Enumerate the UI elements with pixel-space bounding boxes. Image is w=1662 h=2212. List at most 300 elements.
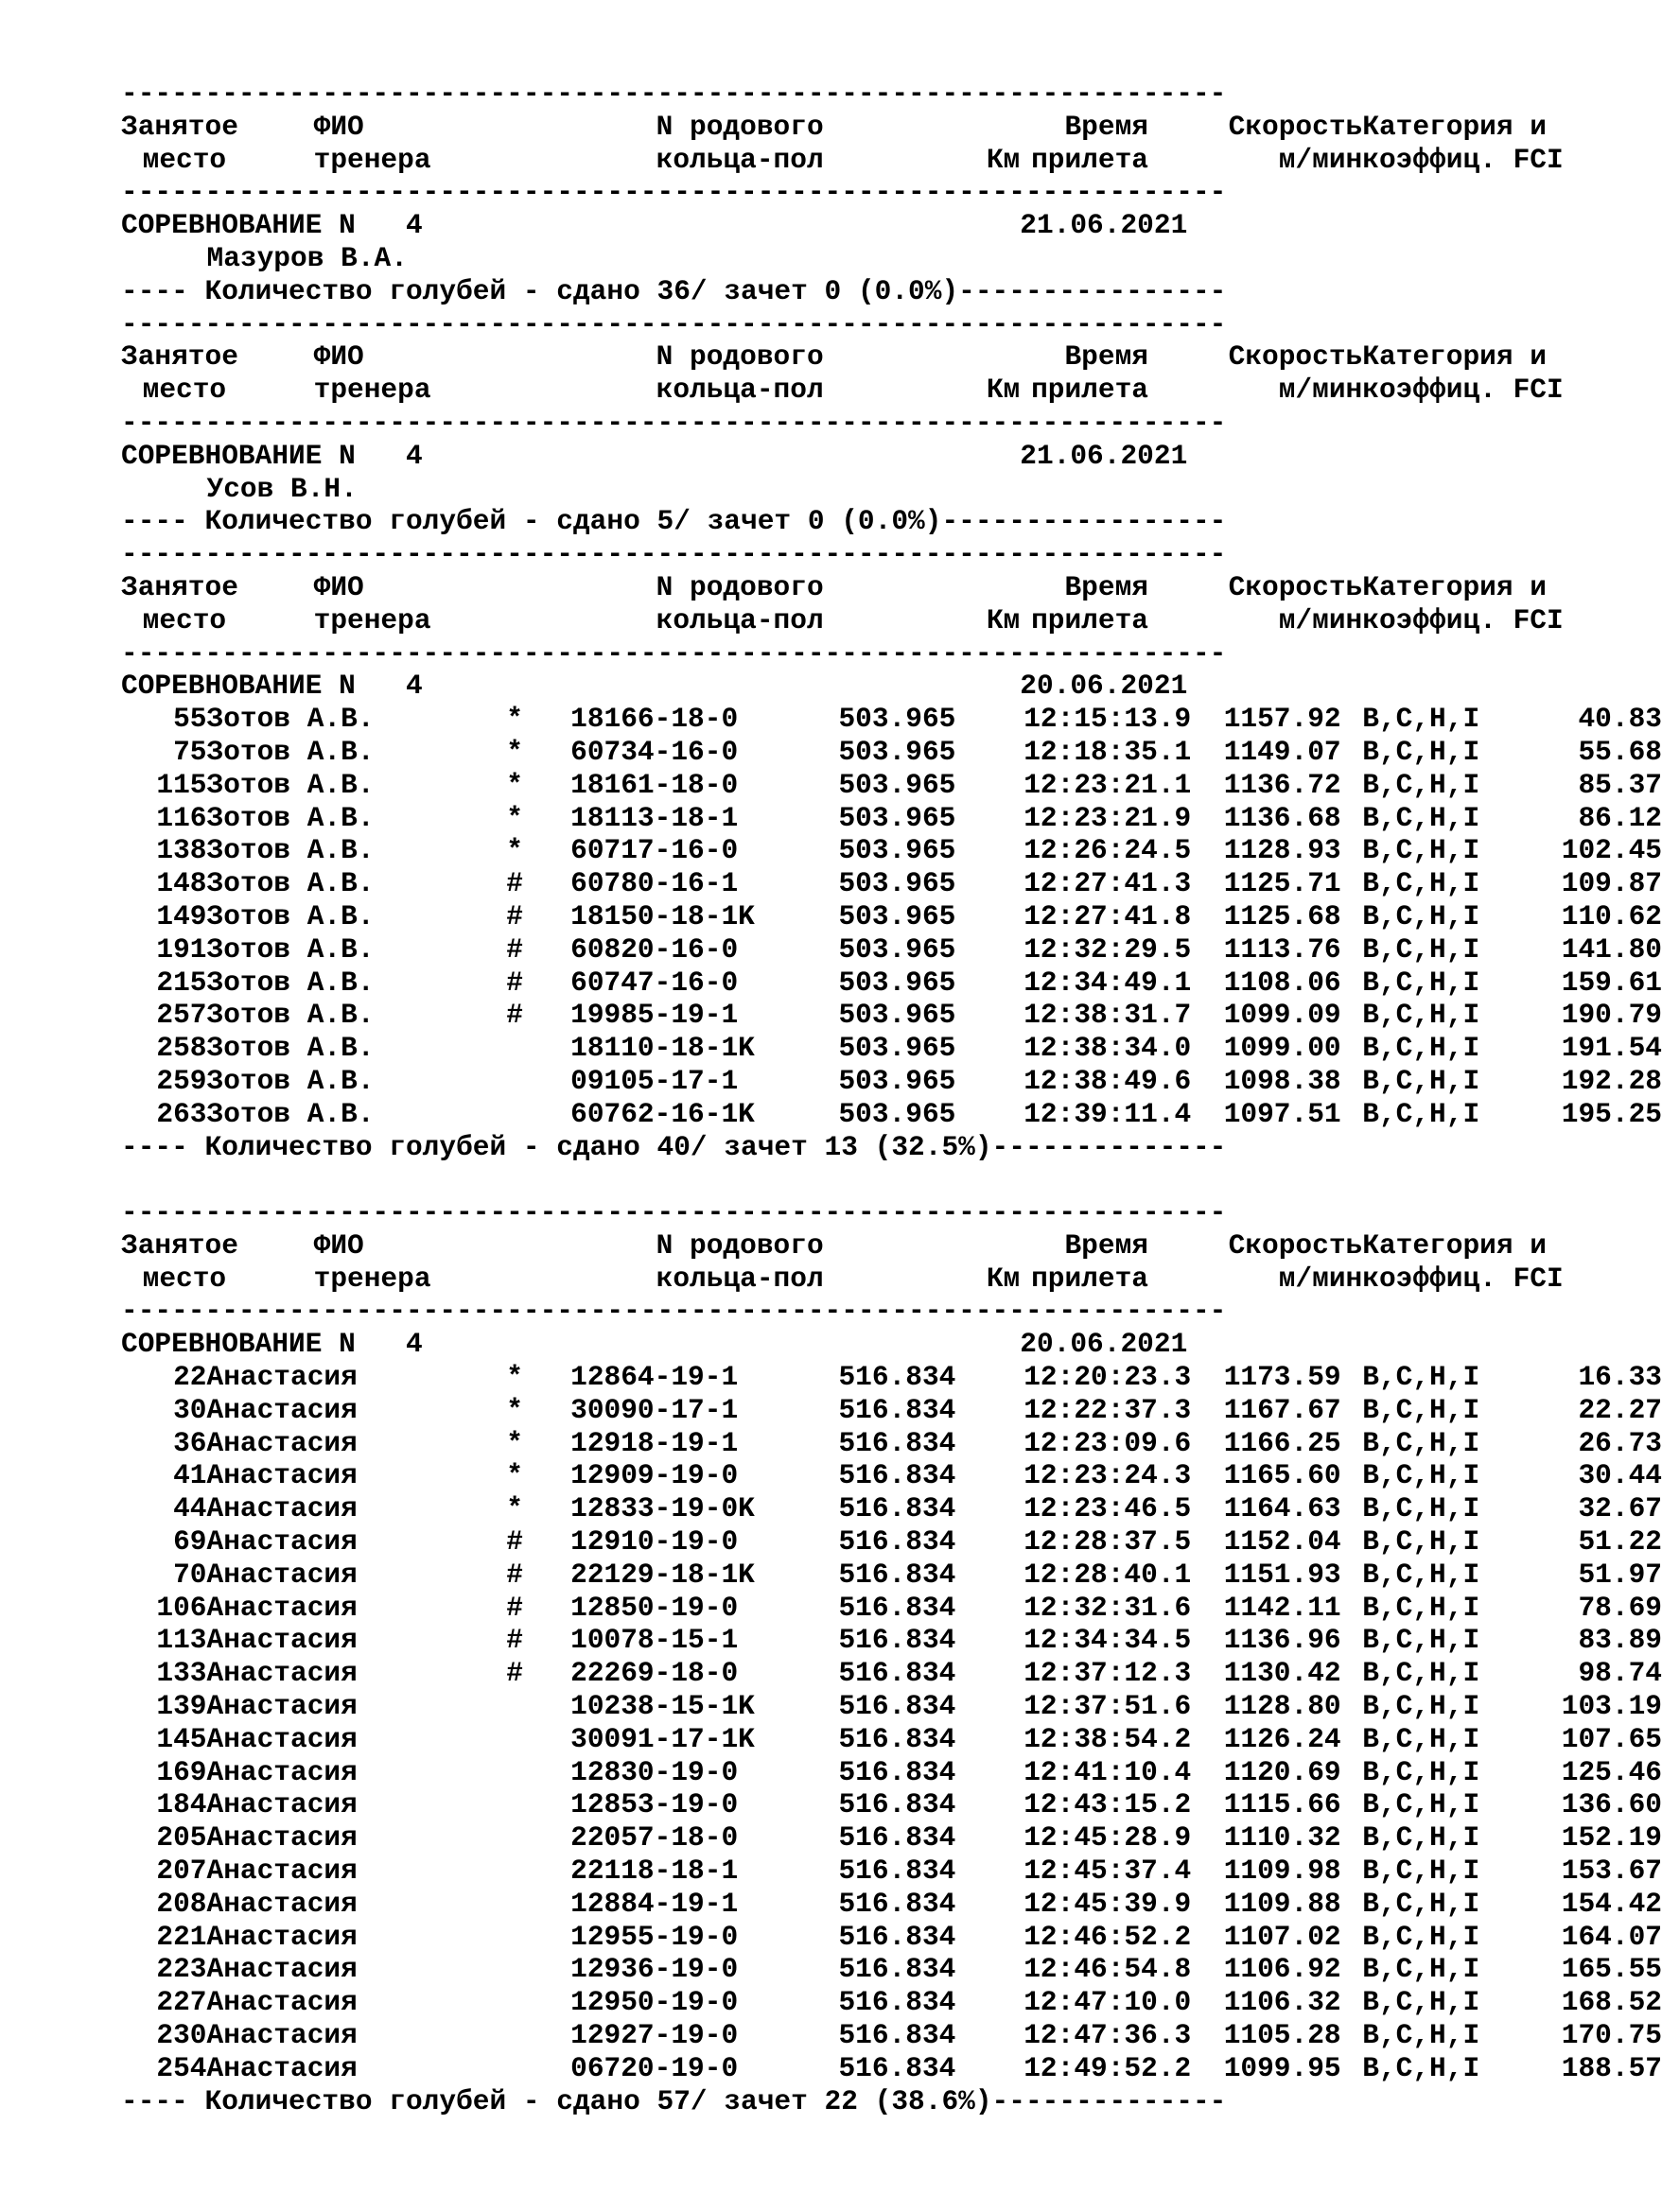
trainer: Зотов А.В. (206, 1032, 375, 1065)
category: B,C,H,I (1362, 1986, 1480, 2019)
km: 503.965 (838, 834, 956, 867)
header-category: коэффиц. FCI (1362, 143, 1564, 176)
km: 503.965 (838, 1032, 956, 1065)
header-km: Км (986, 1262, 1021, 1295)
fci-coefficient: 170.75 (1561, 2019, 1662, 2052)
summary-line: ---- Количество голубей - сдано 36/ зачет 0 (0.0%)---------------- (121, 274, 1227, 307)
place: 205 (156, 1821, 207, 1855)
trainer: Анастасия (206, 1361, 358, 1394)
mark: # (506, 867, 523, 900)
km: 503.965 (838, 768, 956, 801)
arrival-time: 12:27:41.3 (1023, 867, 1192, 900)
place: 208 (156, 1887, 207, 1920)
ring-number: 12910-19-0 (570, 1525, 739, 1559)
place: 191 (156, 932, 207, 966)
km: 503.965 (838, 867, 956, 900)
header-ring: кольца-пол (656, 143, 824, 176)
km: 516.834 (838, 1657, 956, 1690)
result-row (121, 966, 1662, 1000)
km: 503.965 (838, 801, 956, 834)
fci-coefficient: 30.44 (1578, 1459, 1662, 1492)
trainer: Анастасия (206, 1953, 358, 1986)
fci-coefficient: 22.27 (1578, 1393, 1662, 1426)
speed: 1108.06 (1223, 966, 1341, 999)
header-ring: N родового (656, 570, 824, 603)
result-row (121, 768, 1662, 802)
arrival-time: 12:46:54.8 (1023, 1953, 1192, 1986)
category: B,C,H,I (1362, 735, 1480, 768)
category: B,C,H,I (1362, 1393, 1480, 1426)
arrival-time: 12:34:49.1 (1023, 966, 1192, 999)
mark: # (506, 1591, 523, 1624)
fci-coefficient: 83.89 (1578, 1624, 1662, 1657)
result-row (121, 1492, 1662, 1525)
mark: * (506, 1492, 523, 1525)
fci-coefficient: 16.33 (1578, 1361, 1662, 1394)
speed: 1142.11 (1223, 1591, 1341, 1624)
ring-number: 22057-18-0 (570, 1821, 739, 1855)
mark: * (506, 1459, 523, 1492)
speed: 1106.32 (1223, 1986, 1341, 2019)
ring-number: 60734-16-0 (570, 735, 739, 768)
header-time: Время (1064, 570, 1148, 603)
km: 516.834 (838, 1986, 956, 2019)
category: B,C,H,I (1362, 1855, 1480, 1888)
arrival-time: 12:47:36.3 (1023, 2019, 1192, 2052)
place: 139 (156, 1690, 207, 1723)
divider-line: ------------------------------------------------------------------ (121, 406, 1227, 439)
trainer: Анастасия (206, 1821, 358, 1855)
ring-number: 09105-17-1 (570, 1064, 739, 1097)
place: 263 (156, 1097, 207, 1130)
speed: 1152.04 (1223, 1525, 1341, 1559)
result-row (121, 1722, 1662, 1756)
arrival-time: 12:47:10.0 (1023, 1986, 1192, 2019)
result-row (121, 1361, 1662, 1394)
header-ring: N родового (656, 110, 824, 143)
mark: * (506, 801, 523, 834)
header-category: Категория и (1362, 570, 1547, 603)
arrival-time: 12:27:41.8 (1023, 899, 1192, 932)
table-header-row (121, 374, 1564, 407)
ring-number: 19985-19-1 (570, 999, 739, 1032)
result-row (121, 1393, 1662, 1427)
place: 227 (156, 1986, 207, 2019)
speed: 1125.71 (1223, 867, 1341, 900)
competition-title: СОРЕВНОВАНИЕ N 4 (121, 209, 423, 242)
place: 55 (173, 703, 207, 736)
place: 75 (173, 735, 207, 768)
table-header-row (121, 1262, 1564, 1296)
trainer: Анастасия (206, 1788, 358, 1821)
arrival-time: 12:38:31.7 (1023, 999, 1192, 1032)
result-row (121, 899, 1662, 933)
speed: 1113.76 (1223, 932, 1341, 966)
fci-coefficient: 191.54 (1561, 1032, 1662, 1065)
speed: 1098.38 (1223, 1064, 1341, 1097)
km: 516.834 (838, 1558, 956, 1591)
km: 516.834 (838, 1525, 956, 1559)
arrival-time: 12:43:15.2 (1023, 1788, 1192, 1821)
place: 223 (156, 1953, 207, 1986)
fci-coefficient: 51.97 (1578, 1558, 1662, 1591)
arrival-time: 12:38:54.2 (1023, 1722, 1192, 1755)
result-row (121, 1788, 1662, 1821)
trainer: Анастасия (206, 1855, 358, 1888)
speed: 1105.28 (1223, 2019, 1341, 2052)
fci-coefficient: 190.79 (1561, 999, 1662, 1032)
header-speed: Скорость (1228, 110, 1363, 143)
mark: * (506, 768, 523, 801)
result-row (121, 1821, 1662, 1855)
km: 516.834 (838, 1755, 956, 1788)
trainer: Анастасия (206, 2051, 358, 2084)
category: B,C,H,I (1362, 1558, 1480, 1591)
arrival-time: 12:34:34.5 (1023, 1624, 1192, 1657)
trainer: Анастасия (206, 1920, 358, 1953)
competition-title-row (121, 670, 1540, 703)
competition-title-row (121, 440, 1540, 473)
ring-number: 18166-18-0 (570, 703, 739, 736)
result-row (121, 1657, 1662, 1690)
km: 503.965 (838, 1097, 956, 1130)
arrival-time: 12:45:37.4 (1023, 1855, 1192, 1888)
header-speed: Скорость (1228, 570, 1363, 603)
category: B,C,H,I (1362, 834, 1480, 867)
fci-coefficient: 86.12 (1578, 801, 1662, 834)
competition-title-row (121, 1328, 1540, 1361)
speed: 1151.93 (1223, 1558, 1341, 1591)
place: 69 (173, 1525, 207, 1559)
km: 516.834 (838, 1624, 956, 1657)
fci-coefficient: 164.07 (1561, 1920, 1662, 1953)
divider-line: ------------------------------------------------------------------ (121, 1295, 1227, 1328)
trainer: Анастасия (206, 1722, 358, 1755)
result-row (121, 1887, 1662, 1921)
place: 113 (156, 1624, 207, 1657)
result-row (121, 1426, 1662, 1460)
trainer: Зотов А.В. (206, 932, 375, 966)
competition-date: 20.06.2021 (1020, 670, 1188, 703)
result-row (121, 1064, 1662, 1098)
category: B,C,H,I (1362, 1064, 1480, 1097)
fci-coefficient: 141.80 (1561, 932, 1662, 966)
competition-date: 20.06.2021 (1020, 1328, 1188, 1361)
speed: 1165.60 (1223, 1459, 1341, 1492)
mark: # (506, 999, 523, 1032)
speed: 1166.25 (1223, 1426, 1341, 1459)
blank-line (121, 1163, 1540, 1196)
place: 44 (173, 1492, 207, 1525)
table-header-row (121, 143, 1564, 177)
table-header-row (121, 570, 1547, 604)
place: 133 (156, 1657, 207, 1690)
trainer: Анастасия (206, 1393, 358, 1426)
fci-coefficient: 192.28 (1561, 1064, 1662, 1097)
header-trainer: тренера (313, 143, 431, 176)
arrival-time: 12:41:10.4 (1023, 1755, 1192, 1788)
km: 516.834 (838, 1492, 956, 1525)
result-row (121, 2051, 1662, 2085)
ring-number: 12936-19-0 (570, 1953, 739, 1986)
place: 145 (156, 1722, 207, 1755)
trainer: Анастасия (206, 1755, 358, 1788)
category: B,C,H,I (1362, 1525, 1480, 1559)
place: 169 (156, 1755, 207, 1788)
km: 516.834 (838, 2019, 956, 2052)
table-header-row (121, 340, 1547, 374)
category: B,C,H,I (1362, 1492, 1480, 1525)
fci-coefficient: 103.19 (1561, 1690, 1662, 1723)
fci-coefficient: 153.67 (1561, 1855, 1662, 1888)
km: 503.965 (838, 1064, 956, 1097)
header-time: прилета (1031, 603, 1148, 636)
km: 516.834 (838, 1426, 956, 1459)
arrival-time: 12:28:40.1 (1023, 1558, 1192, 1591)
ring-number: 30090-17-1 (570, 1393, 739, 1426)
category: B,C,H,I (1362, 1097, 1480, 1130)
result-row (121, 1459, 1662, 1492)
km: 503.965 (838, 735, 956, 768)
km: 516.834 (838, 1722, 956, 1755)
arrival-time: 12:49:52.2 (1023, 2051, 1192, 2084)
fci-coefficient: 110.62 (1561, 899, 1662, 932)
header-place: Занятое (121, 1228, 238, 1262)
trainer: Анастасия (206, 1690, 358, 1723)
mark: # (506, 899, 523, 932)
mark: # (506, 966, 523, 999)
result-row (121, 1953, 1662, 1986)
ring-number: 60820-16-0 (570, 932, 739, 966)
trainer: Зотов А.В. (206, 703, 375, 736)
fci-coefficient: 109.87 (1561, 867, 1662, 900)
result-row (121, 735, 1662, 769)
arrival-time: 12:37:51.6 (1023, 1690, 1192, 1723)
result-row (121, 2019, 1662, 2052)
place: 115 (156, 768, 207, 801)
result-row (121, 1755, 1662, 1789)
result-row (121, 834, 1662, 867)
km: 503.965 (838, 999, 956, 1032)
mark: # (506, 1624, 523, 1657)
fci-coefficient: 152.19 (1561, 1821, 1662, 1855)
speed: 1107.02 (1223, 1920, 1341, 1953)
speed: 1164.63 (1223, 1492, 1341, 1525)
category: B,C,H,I (1362, 768, 1480, 801)
header-category: Категория и (1362, 1228, 1547, 1262)
result-row (121, 1525, 1662, 1559)
arrival-time: 12:32:29.5 (1023, 932, 1192, 966)
place: 148 (156, 867, 207, 900)
result-row (121, 1920, 1662, 1954)
speed: 1109.88 (1223, 1887, 1341, 1920)
header-trainer: ФИО (313, 340, 364, 374)
ring-number: 60762-16-1K (570, 1097, 755, 1130)
km: 516.834 (838, 1855, 956, 1888)
result-row (121, 1624, 1662, 1657)
km: 503.965 (838, 899, 956, 932)
arrival-time: 12:26:24.5 (1023, 834, 1192, 867)
trainer: Зотов А.В. (206, 735, 375, 768)
speed: 1167.67 (1223, 1393, 1341, 1426)
header-speed: м/мин (1278, 603, 1363, 636)
ring-number: 30091-17-1K (570, 1722, 755, 1755)
header-time: Время (1064, 340, 1148, 374)
fci-coefficient: 195.25 (1561, 1097, 1662, 1130)
speed: 1173.59 (1223, 1361, 1341, 1394)
result-row (121, 999, 1662, 1032)
category: B,C,H,I (1362, 932, 1480, 966)
header-ring: N родового (656, 340, 824, 374)
place: 36 (173, 1426, 207, 1459)
fci-coefficient: 154.42 (1561, 1887, 1662, 1920)
speed: 1128.80 (1223, 1690, 1341, 1723)
header-trainer: ФИО (313, 110, 364, 143)
competition-title: СОРЕВНОВАНИЕ N 4 (121, 1328, 423, 1361)
ring-number: 18113-18-1 (570, 801, 739, 834)
place: 184 (156, 1788, 207, 1821)
divider-line: ------------------------------------------------------------------ (121, 538, 1227, 571)
trainer: Анастасия (206, 2019, 358, 2052)
result-row (121, 1558, 1662, 1592)
ring-number: 12850-19-0 (570, 1591, 739, 1624)
result-row (121, 1032, 1662, 1065)
place: 30 (173, 1393, 207, 1426)
header-speed: м/мин (1278, 1262, 1363, 1295)
header-place: Занятое (121, 570, 238, 603)
ring-number: 22129-18-1K (570, 1558, 755, 1591)
fci-coefficient: 102.45 (1561, 834, 1662, 867)
km: 516.834 (838, 1591, 956, 1624)
header-place: место (142, 143, 227, 176)
divider-line: ------------------------------------------------------------------ (121, 78, 1227, 110)
mark: # (506, 1558, 523, 1591)
speed: 1097.51 (1223, 1097, 1341, 1130)
arrival-time: 12:23:46.5 (1023, 1492, 1192, 1525)
ring-number: 12927-19-0 (570, 2019, 739, 2052)
trainer-name: Усов В.Н. (206, 472, 358, 505)
header-ring: кольца-пол (656, 603, 824, 636)
header-ring: кольца-пол (656, 374, 824, 407)
trainer: Анастасия (206, 1887, 358, 1920)
trainer: Зотов А.В. (206, 1064, 375, 1097)
km: 516.834 (838, 1887, 956, 1920)
result-row (121, 1986, 1662, 2019)
trainer: Зотов А.В. (206, 899, 375, 932)
ring-number: 12950-19-0 (570, 1986, 739, 2019)
fci-coefficient: 136.60 (1561, 1788, 1662, 1821)
fci-coefficient: 40.83 (1578, 703, 1662, 736)
header-km: Км (986, 374, 1021, 407)
ring-number: 60780-16-1 (570, 867, 739, 900)
header-place: место (142, 603, 227, 636)
ring-number: 18110-18-1K (570, 1032, 755, 1065)
speed: 1120.69 (1223, 1755, 1341, 1788)
speed: 1126.24 (1223, 1722, 1341, 1755)
speed: 1136.68 (1223, 801, 1341, 834)
ring-number: 22118-18-1 (570, 1855, 739, 1888)
mark: * (506, 703, 523, 736)
arrival-time: 12:38:49.6 (1023, 1064, 1192, 1097)
place: 207 (156, 1855, 207, 1888)
speed: 1130.42 (1223, 1657, 1341, 1690)
ring-number: 12833-19-0K (570, 1492, 755, 1525)
header-speed: м/мин (1278, 143, 1363, 176)
category: B,C,H,I (1362, 1657, 1480, 1690)
km: 516.834 (838, 1953, 956, 1986)
category: B,C,H,I (1362, 1887, 1480, 1920)
ring-number: 10238-15-1K (570, 1690, 755, 1723)
category: B,C,H,I (1362, 703, 1480, 736)
arrival-time: 12:28:37.5 (1023, 1525, 1192, 1559)
category: B,C,H,I (1362, 1953, 1480, 1986)
speed: 1149.07 (1223, 735, 1341, 768)
ring-number: 12909-19-0 (570, 1459, 739, 1492)
table-header-row (121, 110, 1547, 144)
header-ring: N родового (656, 1228, 824, 1262)
speed: 1128.93 (1223, 834, 1341, 867)
result-row (121, 703, 1662, 736)
place: 215 (156, 966, 207, 999)
category: B,C,H,I (1362, 1361, 1480, 1394)
result-row (121, 867, 1662, 900)
trainer: Анастасия (206, 1624, 358, 1657)
category: B,C,H,I (1362, 867, 1480, 900)
header-trainer: ФИО (313, 1228, 364, 1262)
trainer: Зотов А.В. (206, 768, 375, 801)
km: 516.834 (838, 1459, 956, 1492)
place: 138 (156, 834, 207, 867)
header-place: Занятое (121, 110, 238, 143)
mark: # (506, 1525, 523, 1559)
km: 516.834 (838, 1393, 956, 1426)
place: 116 (156, 801, 207, 834)
trainer: Анастасия (206, 1525, 358, 1559)
header-category: коэффиц. FCI (1362, 603, 1564, 636)
header-time: Время (1064, 110, 1148, 143)
header-trainer: тренера (313, 1262, 431, 1295)
place: 41 (173, 1459, 207, 1492)
km: 503.965 (838, 932, 956, 966)
header-trainer: тренера (313, 603, 431, 636)
place: 106 (156, 1591, 207, 1624)
header-place: место (142, 374, 227, 407)
km: 516.834 (838, 1361, 956, 1394)
mark: * (506, 1426, 523, 1459)
divider-line: ------------------------------------------------------------------ (121, 307, 1227, 340)
km: 516.834 (838, 1821, 956, 1855)
ring-number: 60747-16-0 (570, 966, 739, 999)
competition-title: СОРЕВНОВАНИЕ N 4 (121, 670, 423, 703)
trainer: Зотов А.В. (206, 1097, 375, 1130)
category: B,C,H,I (1362, 1624, 1480, 1657)
place: 149 (156, 899, 207, 932)
trainer-name: Мазуров В.А. (206, 241, 408, 274)
place: 257 (156, 999, 207, 1032)
place: 254 (156, 2051, 207, 2084)
arrival-time: 12:22:37.3 (1023, 1393, 1192, 1426)
mark: * (506, 1361, 523, 1394)
header-time: Время (1064, 1228, 1148, 1262)
header-time: прилета (1031, 374, 1148, 407)
trainer: Анастасия (206, 1459, 358, 1492)
header-trainer: тренера (313, 374, 431, 407)
category: B,C,H,I (1362, 2051, 1480, 2084)
category: B,C,H,I (1362, 1591, 1480, 1624)
trainer: Зотов А.В. (206, 801, 375, 834)
fci-coefficient: 78.69 (1578, 1591, 1662, 1624)
place: 230 (156, 2019, 207, 2052)
